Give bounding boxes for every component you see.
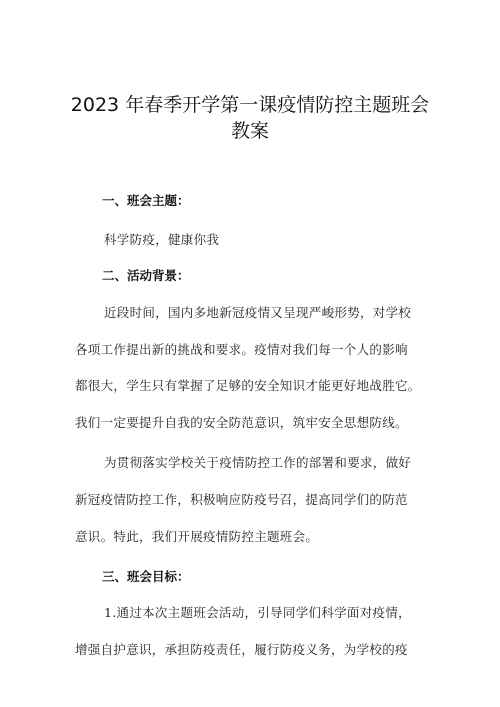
paragraph-line: 1.通过本次主题班会活动，引导同学们科学面对疫情， xyxy=(104,605,411,620)
document-title xyxy=(40,92,460,144)
section-heading-goals: 三、班会目标： xyxy=(102,569,190,584)
title-line-2: 教案 xyxy=(230,120,269,142)
title-line-1: 2023 年春季开学第一课疫情防控主题班会 xyxy=(70,94,430,116)
paragraph-line: 都很大，学生只有掌握了足够的安全知识才能更好地战胜它。 xyxy=(75,378,421,393)
paragraph-line: 各项工作提出新的挑战和要求。疫情对我们每一个人的影响 xyxy=(75,342,408,357)
paragraph-line: 我们一定要提升自我的安全防范意识，筑牢安全思想防线。 xyxy=(75,415,408,430)
paragraph-line: 科学防疫，健康你我 xyxy=(104,232,220,247)
section-heading-theme: 一、班会主题： xyxy=(102,193,190,208)
paragraph-line: 为贯彻落实学校关于疫情防控工作的部署和要求，做好 xyxy=(104,455,412,470)
paragraph-line: 意识。特此，我们开展疫情防控主题班会。 xyxy=(75,529,319,544)
paragraph-line: 新冠疫情防控工作，积极响应防疫号召，提高同学们的防范 xyxy=(75,492,408,507)
paragraph-line: 增强自护意识，承担防疫责任，履行防疫义务，为学校的疫 xyxy=(75,642,408,657)
paragraph-line: 近段时间，国内多地新冠疫情又呈现严峻形势，对学校 xyxy=(104,305,412,320)
section-heading-background: 二、活动背景： xyxy=(102,268,190,283)
